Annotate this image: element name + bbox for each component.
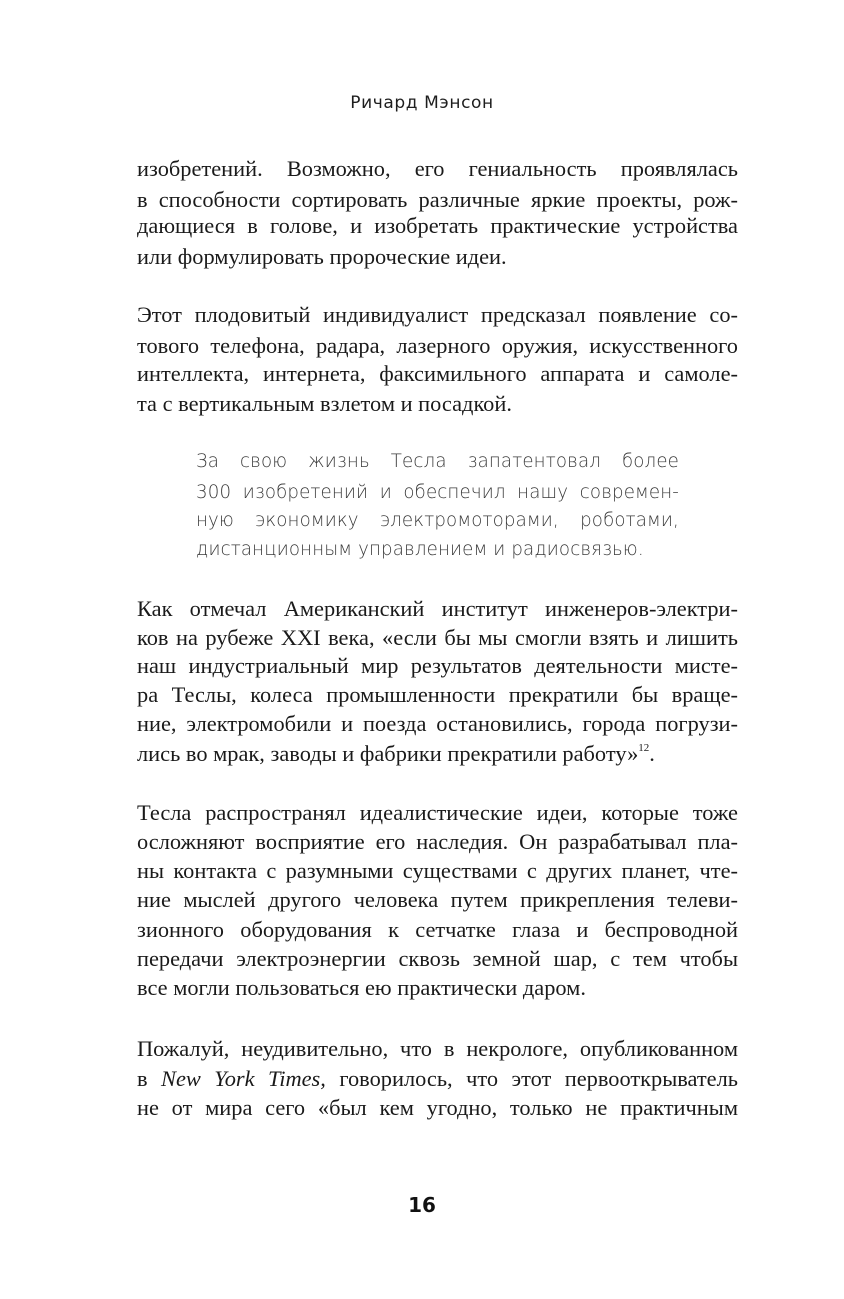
paragraph-4-line: Тесла распространял идеалистические идеи, которые тоже bbox=[137, 800, 738, 825]
footnote-reference[interactable]: 12 bbox=[638, 742, 650, 754]
paragraph-3-line: ние, электромобили и поезда остановились, города погрузи- bbox=[137, 711, 738, 736]
paragraph-3-line: наш индустриальный мир результатов деятельности мисте- bbox=[137, 653, 738, 678]
paragraph-1-line: в способности сортировать различные яркие проекты, рож- bbox=[137, 187, 738, 212]
paragraph-2-line: та с вертикальным взлетом и посадкой. bbox=[137, 391, 512, 416]
paragraph-5-line-2 bbox=[137, 1064, 738, 1094]
pull-quote-line: ную экономику электромоторами, роботами, bbox=[196, 510, 679, 531]
paragraph-3-line: ра Теслы, колеса промышленности прекратили бы враще- bbox=[137, 682, 738, 707]
newspaper-title: New York Times, bbox=[161, 1066, 326, 1091]
paragraph-5-rest: говорилось, что этот первооткрыватель bbox=[339, 1066, 739, 1091]
paragraph-4-line: зионного оборудования к сетчатке глаза и беспроводной bbox=[137, 917, 738, 942]
page-number: 16 bbox=[408, 1193, 436, 1217]
paragraph-3-line: ков на рубеже XXI века, «если бы мы смогли взять и лишить bbox=[137, 625, 738, 650]
paragraph-1-line: изобретений. Возможно, его гениальность проявлялась bbox=[137, 156, 738, 181]
pull-quote-line: За свою жизнь Тесла запатентовал более bbox=[196, 451, 679, 472]
paragraph-4-line: осложняют восприятие его наследия. Он разрабатывал пла- bbox=[137, 829, 738, 854]
paragraph-5-prefix: в bbox=[137, 1066, 148, 1091]
paragraph-1-line: дающиеся в голове, и изобретать практические устройства bbox=[137, 213, 738, 238]
paragraph-3-line: лись во мрак, заводы и фабрики прекратили работу» bbox=[137, 741, 639, 766]
paragraph-4-line: ние мыслей другого человека путем прикрепления телеви- bbox=[137, 887, 738, 912]
paragraph-3-last-line bbox=[137, 739, 738, 769]
pull-quote-line: 300 изобретений и обеспечил нашу современ- bbox=[196, 482, 679, 503]
running-head-author: Ричард Мэнсон bbox=[350, 93, 494, 113]
paragraph-1-line: или формулировать пророческие идеи. bbox=[137, 244, 507, 269]
paragraph-5-line: Пожалуй, неудивительно, что в некрологе, опубликованном bbox=[137, 1036, 738, 1061]
paragraph-4-line: передачи электроэнергии сквозь земной шар, с тем чтобы bbox=[137, 946, 738, 971]
paragraph-2-line: интеллекта, интернета, факсимильного аппарата и самоле- bbox=[137, 361, 738, 386]
paragraph-3-line: Как отмечал Американский институт инженеров-электри- bbox=[137, 596, 738, 621]
paragraph-4-line: ны контакта с разумными существами с других планет, чте- bbox=[137, 858, 738, 883]
paragraph-5-line: не от мира сего «был кем угодно, только не практичным bbox=[137, 1095, 738, 1120]
paragraph-2-line: Этот плодовитый индивидуалист предсказал появление со- bbox=[137, 302, 738, 327]
paragraph-4-line: все могли пользоваться ею практически даром. bbox=[137, 975, 586, 1000]
pull-quote-line: дистанционным управлением и радиосвязью. bbox=[196, 539, 644, 560]
paragraph-2-line: тового телефона, радара, лазерного оружия, искусственного bbox=[137, 333, 738, 358]
paragraph-3-period: . bbox=[649, 741, 655, 766]
